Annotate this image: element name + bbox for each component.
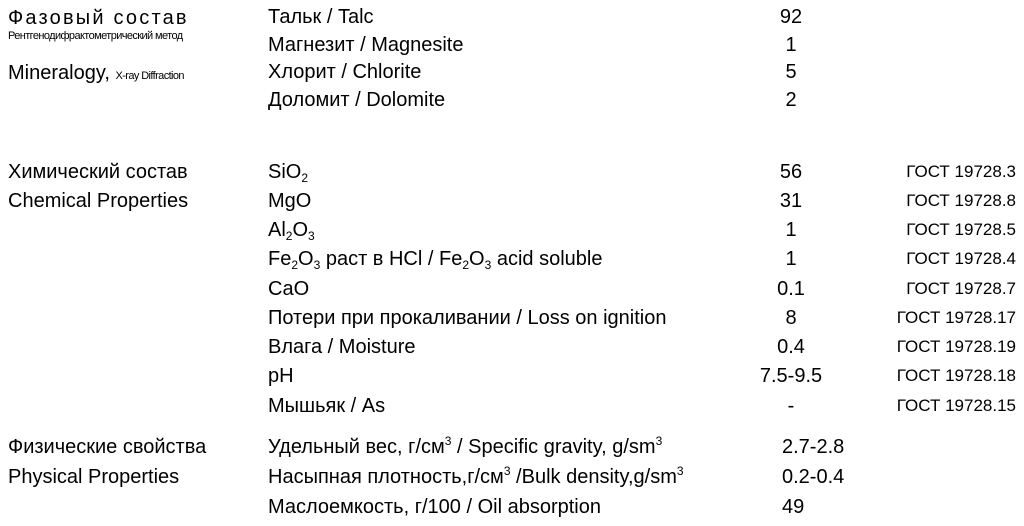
phys-name: Удельный вес, $г/см^3$ / Specific gravity, $g/sm^3$ bbox=[268, 434, 663, 458]
mineral-value: 2 bbox=[785, 89, 797, 111]
chem-name: $Al_2O_3$ bbox=[268, 219, 315, 243]
mineral-name: Доломит / Dolomite bbox=[268, 89, 446, 111]
phys-value: 0.2-0.4 bbox=[782, 466, 845, 488]
chem-name: pH bbox=[268, 365, 294, 387]
phys-value: 49 bbox=[782, 496, 805, 518]
chem-name: Влага / Moisture bbox=[268, 336, 416, 358]
chem-standard: ГОСТ 19728.17 bbox=[896, 308, 1016, 327]
mineral-name: Хлорит / Chlorite bbox=[268, 61, 422, 83]
chem-value: - bbox=[787, 395, 795, 417]
chem-name: Потери при прокаливании / Loss on ignition bbox=[268, 307, 667, 329]
mineralogy-method-en: X-ray Diffraction bbox=[115, 70, 184, 82]
mineral-value: 5 bbox=[785, 61, 797, 83]
mineralogy-heading-en bbox=[8, 61, 184, 88]
phys-name: Маслоемкость, г/100 / Oil absorption bbox=[268, 496, 601, 518]
physical-title-en: Physical Properties bbox=[8, 466, 180, 488]
chem-value: 31 bbox=[779, 190, 803, 212]
phys-value: 2.7-2.8 bbox=[782, 436, 845, 458]
chem-standard: ГОСТ 19728.4 bbox=[906, 249, 1016, 268]
chem-value: 1 bbox=[785, 219, 797, 241]
chem-name: MgO bbox=[268, 190, 312, 212]
mineral-name: Тальк / Talc bbox=[268, 6, 374, 28]
chem-standard: ГОСТ 19728.15 bbox=[896, 396, 1016, 415]
chem-value: 56 bbox=[779, 161, 803, 183]
chem-standard: ГОСТ 19728.5 bbox=[906, 220, 1016, 239]
chem-value: 0.4 bbox=[777, 336, 805, 358]
chemical-title-ru: Химический состав bbox=[8, 161, 188, 183]
mineralogy-title-ru: Фазовый состав bbox=[8, 7, 189, 29]
chem-value: 1 bbox=[785, 248, 797, 270]
mineral-name: Магнезит / Magnesite bbox=[268, 34, 464, 56]
chem-name: Мышьяк / As bbox=[268, 395, 386, 417]
chem-standard: ГОСТ 19728.3 bbox=[906, 162, 1016, 181]
chemical-title-en: Chemical Properties bbox=[8, 190, 189, 212]
chem-standard: ГОСТ 19728.7 bbox=[906, 279, 1016, 298]
chem-standard: ГОСТ 19728.18 bbox=[896, 366, 1016, 385]
chem-name: SiO$_2$ bbox=[268, 161, 309, 185]
chem-name: $Fe_2O_3$ раст в HCl / $Fe_2O_3$ acid soluble bbox=[268, 248, 603, 272]
mineralogy-title-en: Mineralogy, bbox=[8, 62, 110, 84]
mineral-value: 92 bbox=[779, 6, 803, 28]
physical-title-ru: Физические свойства bbox=[8, 436, 207, 458]
phys-name: Насыпная $плотность,г/см^3$ /Bulk $density,g/sm^3$ bbox=[268, 464, 684, 488]
chem-name: CaO bbox=[268, 278, 310, 300]
mineralogy-method-ru: Рентгенодифрактометрический метод bbox=[8, 30, 183, 42]
chem-standard: ГОСТ 19728.8 bbox=[906, 191, 1016, 210]
chem-value: 0.1 bbox=[777, 278, 805, 300]
chem-value: 7.5-9.5 bbox=[759, 365, 823, 387]
mineral-value: 1 bbox=[785, 34, 797, 56]
chem-standard: ГОСТ 19728.19 bbox=[896, 337, 1016, 356]
chem-value: 8 bbox=[785, 307, 797, 329]
